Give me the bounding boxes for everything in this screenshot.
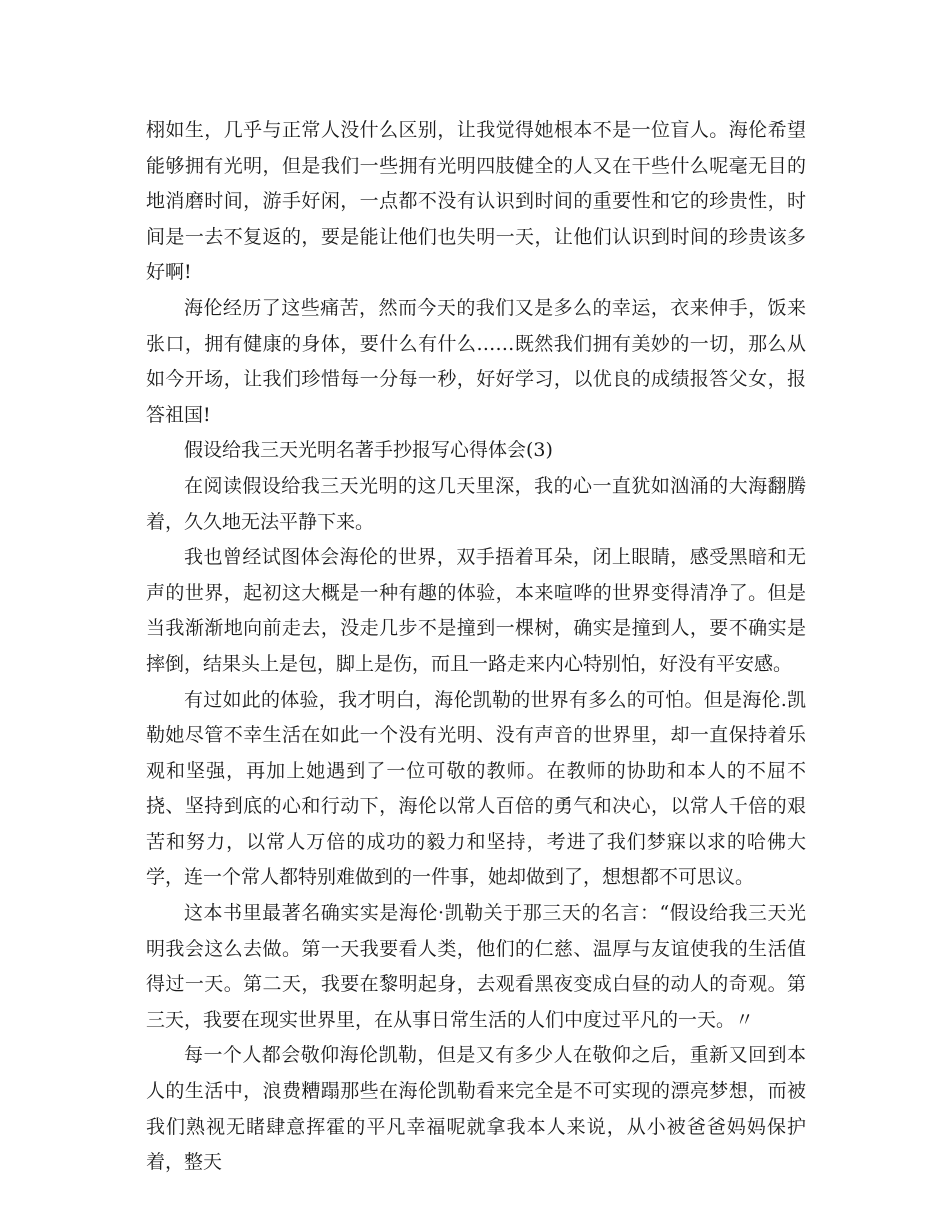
- paragraph-7: 这本书里最著名确实实是海伦·凯勒关于那三天的名言：“假设给我三天光明我会这么去做。第一天我要看人类，他们的仁慈、温厚与友谊使我的生活值得过一天。第二天，我要在黎明起身，去观看黑夜变成白昼的动人的奇观。第三天，我要在现实世界里，在从事日常生活的人们中度过平凡的一天。〃: [146, 902, 806, 1031]
- paragraph-2: 海伦经历了这些痛苦，然而今天的我们又是多么的幸运，衣来伸手，饭来张口，拥有健康的身体，要什么有什么……既然我们拥有美妙的一切，那么从如今开场，让我们珍惜每一分每一秒，好好学习，以优良的成绩报答父女，报答祖国!: [146, 296, 806, 426]
- paragraph-6: 有过如此的体验，我才明白，海伦凯勒的世界有多么的可怕。但是海伦.凯勒她尽管不幸生活在如此一个没有光明、没有声音的世界里，却一直保持着乐观和坚强，再加上她遇到了一位可敬的教师。在教师的协助和本人的不屈不挠、坚持到底的心和行动下，海伦以常人百倍的勇气和决心，以常人千倍的艰苦和努力，以常人万倍的成功的毅力和坚持，考进了我们梦寐以求的哈佛大学，连一个常人都特别难做到的一件事，她却做到了，想想都不可思议。: [146, 688, 806, 889]
- paragraph-4: 在阅读假设给我三天光明的这几天里深，我的心一直犹如汹涌的大海翻腾着，久久地无法平静下来。: [146, 474, 806, 533]
- section-heading: 假设给我三天光明名著手抄报写心得体会(3): [184, 439, 553, 462]
- document-body: [146, 113, 806, 1181]
- paragraph-1: 栩如生，几乎与正常人没什么区别，让我觉得她根本不是一位盲人。海伦希望能够拥有光明，但是我们一些拥有光明四肢健全的人又在干些什么呢毫无目的地消磨时间，游手好闲，一点都不没有认识到时间的重要性和它的珍贵性，时间是一去不复返的，要是能让他们也失明一天，让他们认识到时间的珍贵该多好啊!: [146, 119, 806, 284]
- paragraph-8: 每一个人都会敬仰海伦凯勒，但是又有多少人在敬仰之后，重新又回到本人的生活中，浪费糟蹋那些在海伦凯勒看来完全是不可实现的漂亮梦想，而被我们熟视无睹肆意挥霍的平凡幸福呢就拿我本人来说，从小被爸爸妈妈保护着，整天: [146, 1044, 806, 1174]
- paragraph-5: 我也曾经试图体会海伦的世界，双手捂着耳朵，闭上眼睛，感受黑暗和无声的世界，起初这大概是一种有趣的体验，本来喧哗的世界变得清净了。但是当我渐渐地向前走去，没走几步不是撞到一棵树，确实是撞到人，要不确实是摔倒，结果头上是包，脚上是伤，而且一路走来内心特别怕，好没有平安感。: [146, 546, 806, 675]
